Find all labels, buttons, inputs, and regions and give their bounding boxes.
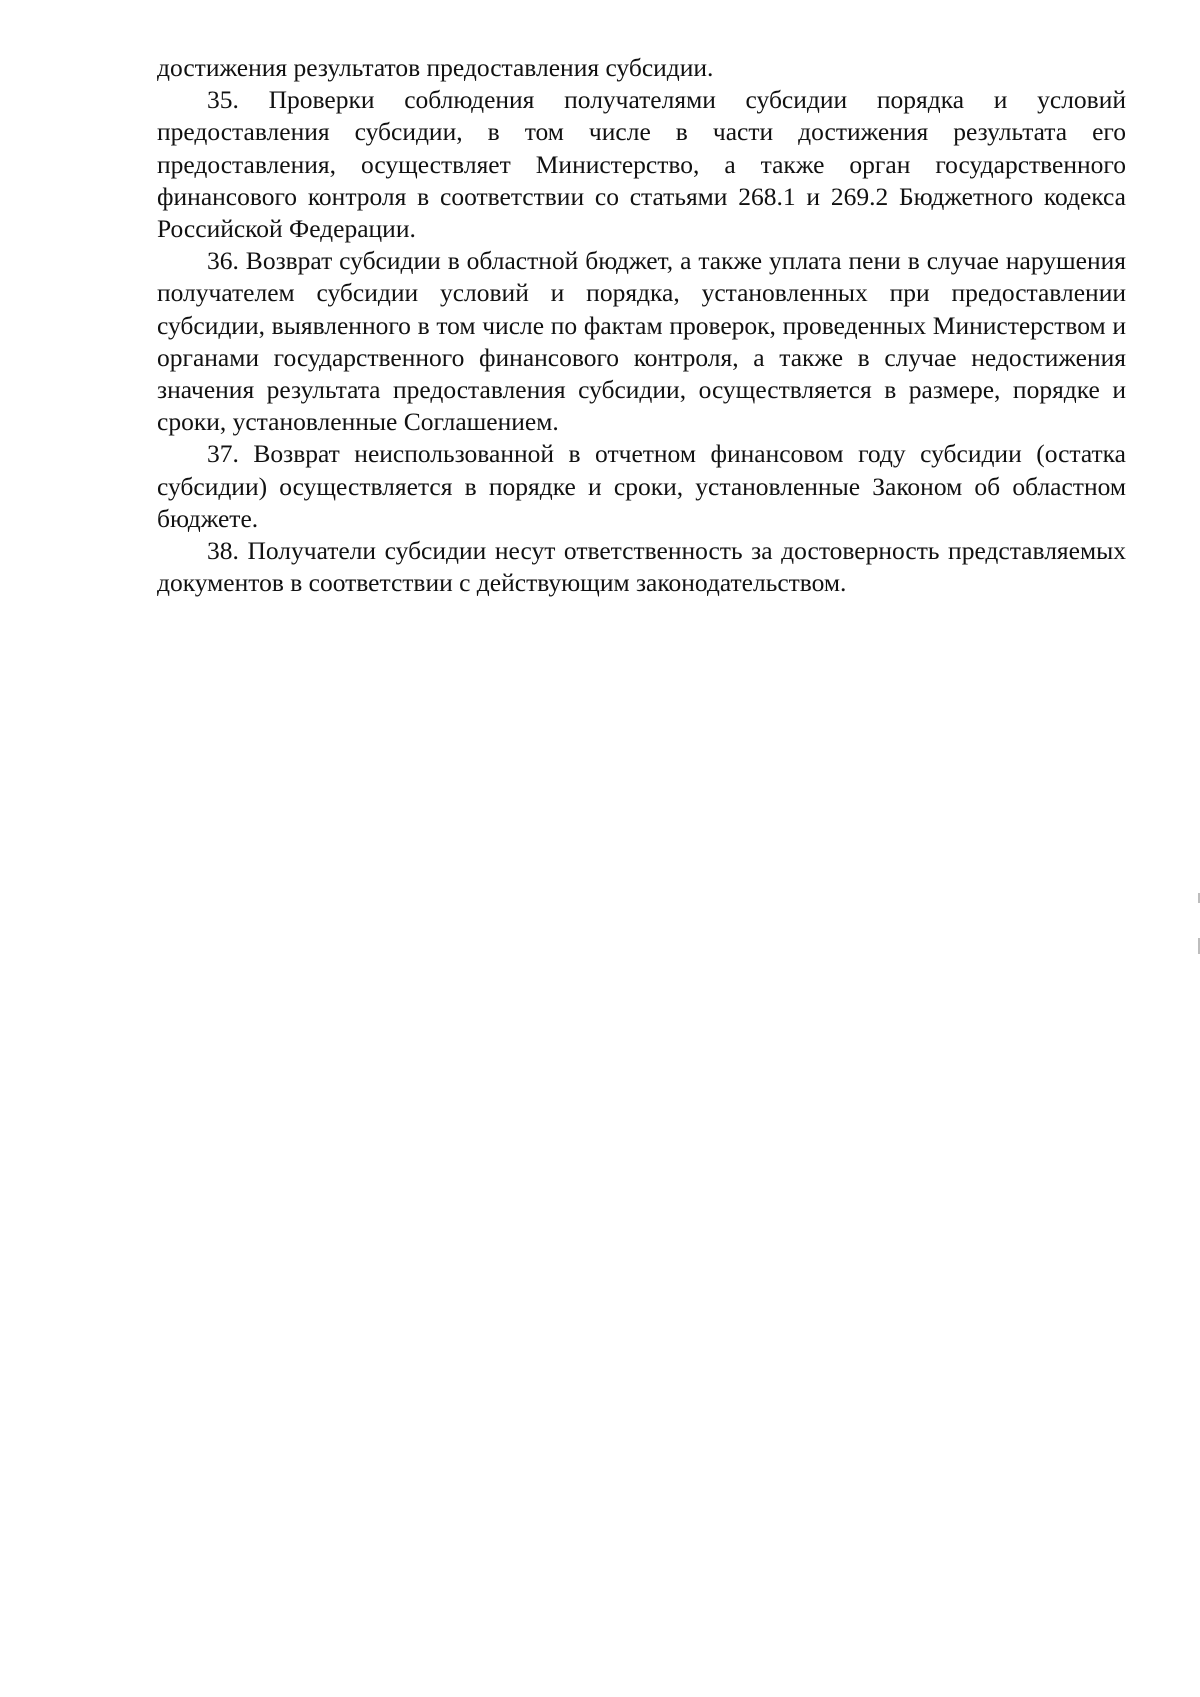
paragraph-35: 35. Проверки соблюдения получателями субсидии порядка и условий предоставления субсидии, в том числе в части достижения результата его предоставления, осуществляет Министерство, а также орган государственного финансового контроля в соответствии со статьями 268.1 и 269.2 Бюджетного кодекса Российской Федерации.: [157, 85, 1126, 244]
paragraph-36: 36. Возврат субсидии в областной бюджет, а также уплата пени в случае нарушения получателем субсидии условий и порядка, установленных при предоставлении субсидии, выявленного в том числе по фактам проверок, проведенных Министерством и органами государственного финансового контроля, а также в случае недостижения значения результата предоставления субсидии, осуществляется в размере, порядке и сроки, установленные Соглашением.: [157, 246, 1126, 437]
document-body: [157, 52, 1126, 599]
paragraph-37: 37. Возврат неиспользованной в отчетном финансовом году субсидии (остатка субсидии) осуществляется в порядке и сроки, установленные Законом об областном бюджете.: [157, 439, 1126, 533]
paragraph-38: 38. Получатели субсидии несут ответственность за достоверность представляемых документов в соответствии с действующим законодательством.: [157, 536, 1126, 598]
paragraph-continuation: достижения результатов предоставления субсидии.: [157, 53, 714, 82]
